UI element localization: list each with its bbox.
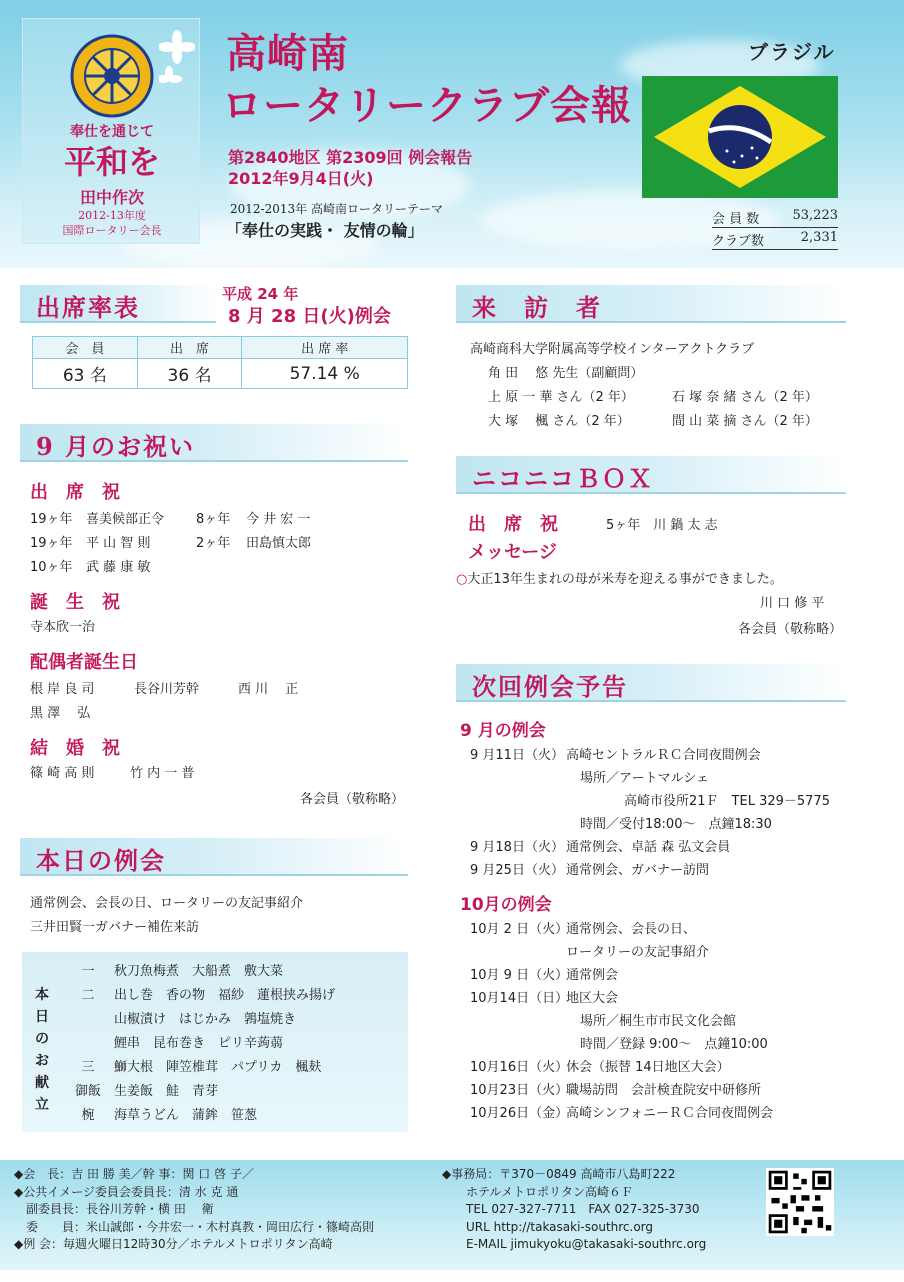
member-name: 平 山 智 則 [86, 536, 151, 551]
wedding-row [30, 762, 194, 781]
att-header-rate: 出 席 率 [242, 337, 408, 359]
years: 19ヶ年 [30, 536, 73, 551]
flower-icon [159, 29, 195, 89]
country-name: ブラジル [748, 40, 836, 64]
september-title: 9 月の例会 [460, 721, 546, 741]
footer-line: ◆例 会：毎週火曜日12時30分／ホテルメトロポリタン高崎 [14, 1237, 333, 1251]
message-line [456, 568, 783, 587]
footer-office [442, 1166, 706, 1254]
schedule-item [470, 813, 772, 832]
years: 19ヶ年 [30, 512, 73, 527]
members-label: 会 員 数 [712, 212, 760, 227]
menu-dishes: 生姜飯 鮭 青芽 [114, 1084, 219, 1099]
visitors-line1: 高崎商科大学附属高等学校インターアクトクラブ [470, 342, 755, 357]
schedule-text: 高崎市役所21Ｆ TEL 329－5775 [624, 794, 830, 809]
schedule-text: 通常例会 [566, 968, 619, 983]
visitors-heading-text: 来 訪 者 [472, 293, 602, 322]
newsletter-title: ロータリークラブ会報 [222, 82, 632, 129]
att-header-members: 会 員 [33, 337, 138, 359]
years: 2ヶ年 [196, 536, 231, 551]
att-present: 36 名 [137, 359, 242, 389]
footer-line: 副委員長：長谷川芳幹・横 田 衛 [14, 1202, 214, 1216]
menu-item [62, 1104, 257, 1123]
next-meeting-heading-text: 次回例会予告 [472, 672, 628, 701]
schedule-item [470, 1033, 768, 1052]
schedule-text: 通常例会、ガバナー訪問 [566, 863, 710, 878]
menu-item [62, 1032, 283, 1051]
menu-item [62, 1008, 296, 1027]
spouse-birthday-name: 黒 澤 弘 [30, 706, 91, 721]
today-line2: 三井田賢一ガバナー補佐来訪 [30, 920, 200, 935]
schedule-date: 9 月25日（火） [470, 863, 564, 878]
footer-line: ◆事務局：〒370－0849 高崎市八島町222 [442, 1167, 676, 1181]
next-meeting-heading [456, 664, 846, 702]
schedule-item [470, 1102, 773, 1121]
meeting-date: 2012年9月4日(火) [228, 169, 374, 188]
attendance-heading [20, 285, 216, 323]
meeting-number: 第2840地区 第2309回 例会報告 [228, 148, 473, 167]
menu-label-char: 本 [35, 987, 49, 1003]
logo-motto-big: 平和を [63, 143, 160, 181]
footer-line: ◆公共イメージ委員会委員長：清 水 克 通 [14, 1184, 239, 1199]
celebration-row [30, 508, 310, 527]
member-name: 篠 崎 高 則 [30, 766, 95, 781]
menu-box [22, 952, 408, 1132]
spouse-birthday-title: 配偶者誕生日 [30, 652, 138, 673]
schedule-text: 地区大会 [566, 991, 619, 1006]
member-name: 根 岸 良 司 [30, 682, 95, 697]
today-heading [20, 838, 408, 876]
schedule-item [470, 790, 830, 809]
nikoniko-attendance-text: 5ヶ年 川 鍋 太 志 [606, 518, 718, 533]
menu-course: 椀 [81, 1108, 95, 1123]
att-members: 63 名 [33, 359, 138, 389]
footer-line: 委 員：米山誠郎・今井宏一・木村真教・岡田広行・篠崎高則 [14, 1219, 375, 1234]
theme-text: 「奉仕の実践・ 友情の輪」 [226, 221, 424, 240]
schedule-date: 10月23日（火） [470, 1083, 569, 1098]
schedule-item [470, 1010, 736, 1029]
qr-code-icon[interactable] [766, 1168, 834, 1236]
members-value: 53,223 [792, 208, 838, 223]
members-count [712, 208, 838, 228]
attendance-date-year: 平成 24 年 [222, 285, 299, 303]
schedule-text: 時間／受付18:00～ 点鐘18:30 [580, 817, 772, 832]
birthday-name: 寺本欣一治 [30, 620, 96, 635]
schedule-text: 場所／アートマルシェ [580, 771, 710, 786]
member-name: 竹 内 一 普 [130, 766, 195, 781]
menu-dishes: 鯉串 昆布巻き ピリ辛蒟蒻 [114, 1036, 284, 1051]
schedule-date: 10月14日（日） [470, 991, 569, 1006]
schedule-item [470, 1079, 761, 1098]
schedule-item [470, 987, 618, 1006]
celebration-row [30, 556, 150, 575]
schedule-date: 9 月11日（火） [470, 748, 564, 763]
menu-dishes: 山椒漬け はじかみ 鶉塩焼き [114, 1012, 297, 1027]
nikoniko-heading-text: ニコニコＢＯＸ [472, 464, 654, 493]
menu-label-char: 日 [35, 1009, 49, 1025]
schedule-date: 10月16日（火） [470, 1060, 569, 1075]
schedule-text: 通常例会、卓話 森 弘文会員 [566, 840, 731, 855]
att-header-present: 出 席 [137, 337, 242, 359]
schedule-item [470, 1056, 730, 1075]
message-author: 川 口 修 平 [760, 596, 825, 611]
footer-officers [14, 1166, 374, 1254]
footer-line: TEL 027-327-7711 FAX 027-325-3730 [466, 1202, 700, 1216]
menu-course: 二 [81, 988, 95, 1003]
schedule-item [470, 918, 696, 937]
menu-course: 御飯 [74, 1084, 101, 1099]
schedule-text: 時間／登録 9:00～ 点鐘10:00 [580, 1037, 768, 1052]
menu-course: 一 [81, 964, 95, 979]
rotary-president-logo [22, 18, 200, 244]
years: 10ヶ年 [30, 560, 73, 575]
schedule-item [470, 836, 730, 855]
nikoniko-note: 各会員（敬称略） [738, 622, 843, 637]
wedding-title: 結 婚 祝 [30, 738, 120, 759]
october-title: 10月の例会 [460, 895, 552, 915]
theme-label: 2012-2013年 高崎南ロータリーテーマ [230, 202, 443, 216]
visitor: 上 原 一 華 さん（2 年） [488, 390, 634, 405]
menu-item [62, 984, 335, 1003]
footer-email[interactable]: E-MAIL jimukyoku@takasaki-southrc.org [466, 1237, 707, 1251]
att-rate: 57.14 % [242, 359, 408, 389]
schedule-date: 9 月18日（火） [470, 840, 564, 855]
menu-label [32, 984, 52, 1116]
circle-bullet-icon: ○ [456, 572, 468, 587]
schedule-text: 高崎セントラルＲＣ合同夜間例会 [566, 748, 761, 763]
schedule-text: 高崎シンフォニーＲＣ合同夜間例会 [566, 1106, 774, 1121]
menu-item [62, 960, 283, 979]
attendance-heading-text: 出席率表 [36, 293, 140, 322]
schedule-date: 10月26日（金） [470, 1106, 569, 1121]
visitors-heading [456, 285, 846, 323]
schedule-text: ロータリーの友記事紹介 [566, 945, 710, 960]
today-line1: 通常例会、会長の日、ロータリーの友記事紹介 [30, 896, 304, 911]
attendance-celebration-title: 出 席 祝 [30, 482, 120, 503]
schedule-text: 職場訪問 会計検査院安中研修所 [566, 1083, 762, 1098]
schedule-date: 10月 2 日（火） [470, 922, 569, 937]
president-year: 2012-13年度 [78, 209, 146, 222]
brazil-flag-icon [642, 76, 838, 198]
schedule-item [470, 744, 761, 763]
member-name: 武 藤 康 敏 [86, 560, 151, 575]
footer-url[interactable]: URL http://takasaki-southrc.org [466, 1219, 654, 1234]
menu-item [62, 1056, 321, 1075]
president-name: 田中作次 [79, 188, 144, 207]
nikoniko-heading [456, 456, 846, 494]
celebrations-note: 各会員（敬称略） [300, 792, 405, 807]
member-name: 喜美候部正令 [86, 512, 165, 527]
spouse-birthday-row [30, 678, 298, 697]
attendance-table [32, 336, 408, 389]
celebrations-heading [20, 424, 408, 462]
club-name: 高崎南 [226, 30, 349, 77]
member-name: 西 川 正 [238, 682, 299, 697]
visitor: 間 山 菜 摘 さん（2 年） [672, 414, 818, 429]
celebrations-heading-text: 9 月のお祝い [36, 432, 196, 461]
schedule-text: 場所／桐生市市民文化会館 [580, 1014, 737, 1029]
footer [0, 1160, 904, 1270]
menu-label-char: 献 [35, 1075, 49, 1091]
member-name: 今 井 宏 一 [246, 512, 311, 527]
schedule-date: 10月 9 日（火） [470, 968, 569, 983]
menu-item [62, 1080, 218, 1099]
birthday-title: 誕 生 祝 [30, 592, 120, 613]
menu-label-char: 立 [35, 1097, 49, 1113]
president-title: 国際ロータリー会長 [62, 224, 162, 237]
menu-course: 三 [81, 1060, 95, 1075]
menu-dishes: 秋刀魚梅煮 大船煮 敷大菜 [114, 964, 284, 979]
celebration-row [30, 532, 311, 551]
menu-dishes: 出し巻 香の物 福紗 蓮根挟み揚げ [114, 988, 336, 1003]
footer-line: ホテルメトロポリタン高崎６Ｆ [466, 1184, 634, 1199]
attendance-date-day: 8 月 28 日(火)例会 [228, 306, 391, 327]
member-name: 長谷川芳幹 [134, 682, 200, 697]
menu-dishes: 海草うどん 蒲鉾 笹葱 [114, 1108, 258, 1123]
message-title: メッセージ [468, 542, 557, 563]
schedule-item [470, 941, 709, 960]
footer-line: ◆会 長：吉 田 勝 美／幹 事：関 口 啓 子／ [14, 1167, 254, 1181]
menu-dishes: 鰤大根 陣笠椎茸 パプリカ 楓麸 [114, 1060, 322, 1075]
schedule-item [470, 859, 709, 878]
schedule-text: 休会（振替 14日地区大会） [566, 1060, 730, 1075]
logo-motto-small: 奉仕を通じて [70, 124, 154, 140]
schedule-item [470, 767, 709, 786]
visitors-line2: 角 田 悠 先生（副顧問） [488, 366, 644, 381]
menu-label-char: お [35, 1053, 49, 1069]
clubs-value: 2,331 [800, 230, 838, 245]
schedule-item [470, 964, 618, 983]
member-name: 田島慎太郎 [246, 536, 312, 551]
clubs-label: クラブ数 [712, 234, 765, 249]
visitor: 大 塚 楓 さん（2 年） [488, 414, 630, 429]
today-heading-text: 本日の例会 [36, 846, 166, 875]
message-text: 大正13年生まれの母が米寿を迎える事ができました。 [467, 572, 783, 587]
rotary-wheel-icon [67, 31, 157, 121]
visitor: 石 塚 奈 緒 さん（2 年） [672, 390, 818, 405]
schedule-text: 通常例会、会長の日、 [566, 922, 697, 937]
clubs-count [712, 230, 838, 250]
visitors-line3 [488, 386, 818, 405]
menu-label-char: の [35, 1031, 49, 1047]
visitors-line4 [488, 410, 818, 429]
years: 8ヶ年 [196, 512, 231, 527]
nikoniko-attendance-title: 出 席 祝 [468, 514, 558, 535]
